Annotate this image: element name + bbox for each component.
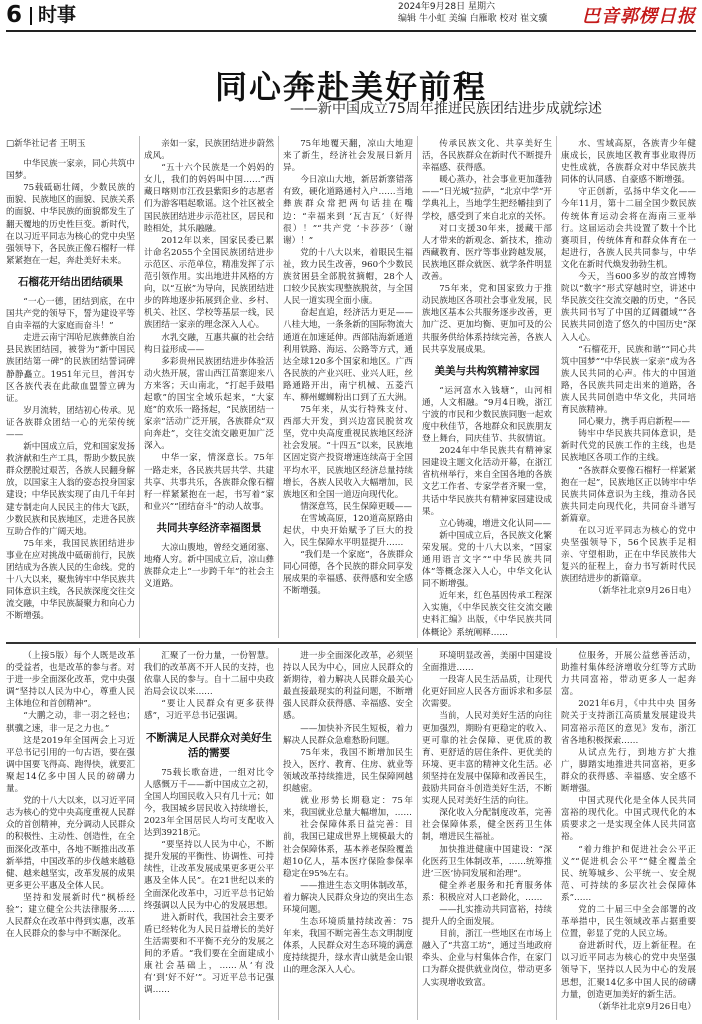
masthead-rule bbox=[6, 30, 696, 32]
page-number: 6 bbox=[6, 2, 23, 28]
paragraph: 加快推进健康中国建设：“深化医药卫生体制改革，……统筹推进‘三医’协同发展和治理”。 bbox=[422, 844, 552, 879]
source-credit: （新华社北京9月26日电） bbox=[593, 586, 696, 597]
paragraph: “要坚持以人民为中心，不断提升发展的平衡性、协调性、可持续性，让改革发展成果更多更公平惠及全体人民”。在21世纪以来的全面深化改革中，习近平总书记始终强调以人民为中心的发展思想。 bbox=[144, 840, 274, 911]
paragraph: 环境明显改善，美丽中国建设全面推进…… bbox=[422, 651, 552, 674]
paragraph: 走进云南宁洱哈尼族彝族自治县民族团结园，被誉为“新中国民族团结第一碑”的民族团结誓词碑静静矗立。1951年元旦，普洱专区各族代表在此歃血盟誓立碑为证。 bbox=[6, 333, 135, 404]
section-heading: 共同共享经济幸福图景 bbox=[156, 521, 262, 534]
column-divider bbox=[417, 648, 418, 1020]
paragraph: 铸牢中华民族共同体意识，是新时代党的民族工作的主线，也是民族地区各项工作的主线。 bbox=[561, 429, 696, 464]
paragraph: 2021年6月，《中共中央 国务院关于支持浙江高质量发展建设共同富裕示范区的意见》发布，浙江省各地积极探索…… bbox=[561, 699, 696, 746]
paragraph: “石榴花开，民族和谐”“同心共筑中国梦”“中华民族一家亲”成为各族人民共同的心声。伟大的中国道路，各民族共同走出来的道路，各族人民共同创造中华文化，共同培育民族精神。 bbox=[561, 344, 696, 416]
paragraph: 同心聚力，携手再启新程—— bbox=[578, 417, 690, 428]
paragraph: 75年来，党和国家致力于推动民族地区各项社会事业发展，民族地区基本公共服务逐步改善，更加广泛、更加均衡、更加可及的公共服务供给体系持续完善，各族人民共享发展成果。 bbox=[422, 284, 552, 355]
paragraph: 党的十八大以来，着眼民生福祉，致力民生改善，960个少数民族贫困县全部脱贫摘帽，28个人口较少民族实现整族脱贫，与全国人民一道实现全面小康。 bbox=[283, 247, 413, 307]
paragraph: 当前，人民对美好生活的向往更加强烈，期盼有更稳定的收入、更可靠的社会保障、更优质的教育、更舒适的居住条件、更优美的环境、更丰富的精神文化生活。必须坚持在发展中保障和改善民生，鼓励共同奋斗创造美好生活，不断实现人民对美好生活的向往。 bbox=[422, 711, 552, 807]
paragraph: 今天，当600多岁的故宫博物院以“数字”形式穿越时空，讲述中华民族交往交流交融的历史，“各民族共同书写了中国的辽阔疆域”“各民族共同创造了悠久的中国历史”深入人心。 bbox=[561, 272, 696, 343]
paragraph: 大凉山腹地，曾经交通闭塞、地瘠人穷。新中国成立后，凉山彝族群众走上“一步跨千年”的社会主义道路。 bbox=[144, 542, 274, 590]
paragraph: 坚持和发展新时代“枫桥经验”；建立健全公共法律服务……人民群众在改革中得到实惠，改革在人民群众的参与中不断深化。 bbox=[6, 892, 135, 940]
paragraph: 近年来，红色基因传承工程深入实施，《中华民族交往交流交融史料汇编》出版，《中华民族共同体概论》系统阐释…… bbox=[422, 591, 552, 638]
paragraph: 中华一家，情深意长。75年一路走来，各民族共居共学、共建共享、共事共乐，各族群众像石榴籽一样紧紧抱在一起，书写着“家和业兴”“团结奋斗”的动人故事。 bbox=[144, 453, 274, 512]
paragraph: 岁月流转，团结初心传承。见证各族群众团结一心的光荣传统—— bbox=[6, 405, 135, 440]
headline: 同心奔赴美好前程 bbox=[214, 68, 487, 106]
paragraph: 75年地覆天翻，凉山大地迎来了新生，经济社会发展日新月异。 bbox=[283, 139, 413, 174]
paragraph: 水、雪域高原，各族青少年健康成长，民族地区教育事业取得历史性成就，各族群众对中华民族共同体的认同感、自豪感不断增强。 bbox=[561, 139, 696, 186]
paragraph: 汇聚了一份力量，一份智慧。我们的改革离不开人民的支持，也依靠人民的参与。自十二届中央政治局会议以来…… bbox=[144, 651, 274, 698]
paragraph: 水乳交融，互惠共赢的社会结构日益形成—— bbox=[144, 332, 274, 355]
issue-date: 2024年9月28日 星期六 bbox=[398, 2, 495, 12]
byline: □新华社记者 王明玉 bbox=[6, 139, 86, 149]
paragraph: 守正创新，弘扬中华文化——今年11月，第十二届全国少数民族传统体育运动会将在海南三亚举行。这届运动会共设置了数十个比赛项目，传统体育和群众体育在一起进行，各族人民共同参与，中华文化在新时代焕发勃勃生机。 bbox=[561, 187, 696, 270]
continued-column-1 bbox=[6, 650, 135, 1020]
article-column-1 bbox=[6, 138, 135, 638]
paragraph: 党的二十届三中全会部署的改革举措中，民生领域改革占据重要位置，彰显了党的人民立场。 bbox=[561, 904, 696, 940]
paragraph: “五十六个民族是一个妈妈的女儿，我们的妈妈叫中国……”西藏日喀则市江孜县紫阳乡的志愿者们为游客唱起歌谣。这个社区被全国民族团结进步示范社区，居民和睦相处，其乐融融。 bbox=[144, 163, 274, 234]
paragraph: 目前，浙江一些地区在市场上融入了“共富工坊”，通过当地政府牵头、企业与村集体合作，在家门口为群众提供就业岗位，带动更多人实现增收致富。 bbox=[422, 929, 552, 988]
section-heading: 不断满足人民群众对美好生活的需要 bbox=[146, 731, 272, 759]
paragraph: 75年来，从实行特殊支付、西部大开发，到兴边富民脱贫攻坚，党中央高度重视民族地区经济社会发展。“十四五”以来，民族地区固定资产投资增速连续高于全国平均水平，民族地区经济总量持续增长，各族人民收入大幅增加，民族地区和全国一道迈向现代化。 bbox=[283, 405, 413, 500]
paragraph: 生态环境质量持续改善：75年来，我国不断完善生态文明制度体系，人民群众对生态环境的满意度持续提升，绿水青山就是金山银山的理念深入人心。 bbox=[283, 917, 413, 976]
paragraph: 暖心蒸办，社会事业更加蓬勃——“日光城”拉萨，“北京中学”开学典礼上，当地学生把经幡挂到了学校，感受到了来自北京的关怀。 bbox=[422, 175, 552, 222]
subheadline: ——新中国成立75周年推进民族团结进步成就综述 bbox=[290, 101, 602, 117]
paragraph: 在以习近平同志为核心的党中央坚强领导下，56个民族手足相亲、守望相助，正在中华民族伟大复兴的征程上，奋力书写新时代民族团结进步的新篇章。 bbox=[561, 526, 696, 585]
paragraph: “一心一德，团结到底，在中国共产党的领导下，誓为建设平等自由幸福的大家庭而奋斗！” bbox=[6, 296, 135, 332]
column-divider bbox=[278, 648, 279, 1020]
paragraph: 就业形势长期稳定：75年来，我国就业总量大幅增加，…… bbox=[283, 796, 413, 819]
paragraph: 2012年以来，国家民委已累计命名2055个全国民族团结进步示范区、示范单位，精准发挥了示范引领作用。实出地进井风格的方向，以“互嵌”为导向，民族团结进步的阵地逐步拓展到企业、乡村、机关、社区、学校等基层一线，民族团结一家亲的理念深入人心。 bbox=[144, 235, 274, 331]
section-rule bbox=[6, 642, 696, 644]
paragraph: 奋进新时代，迈上新征程。在以习近平同志为核心的党中央坚强领导下，坚持以人民为中心的发展思想，汇聚14亿多中国人民的磅礴力量，创造更加美好的新生活。 bbox=[561, 941, 696, 1000]
paragraph: 从试点先行，到地方扩大推广，脚踏实地推进共同富裕，更多群众的获得感、幸福感、安全感不断增强。 bbox=[561, 747, 696, 795]
paragraph: ——加快补齐民生短板，着力解决人民群众急难愁盼问题。 bbox=[283, 723, 413, 746]
paragraph: 75载长歌奋进，一组对比令人感慨万千——新中国成立之初，全国人均国民收入只有几十元；如今，我国城乡居民收入持续增长，2023年全国居民人均可支配收入达到39218元。 bbox=[144, 767, 274, 839]
paragraph: 社会保障体系日益完善：目前，我国已建成世界上规模最大的社会保障体系，基本养老保险覆盖超10亿人，基本医疗保险参保率稳定在95%左右。 bbox=[283, 820, 413, 879]
paragraph: 党的十八大以来，以习近平同志为核心的党中央高度重视人民群众的首创精神，充分调动人民群众的积极性、主动性、创造性，在全面深化改革中，各地不断推出改革新举措，中国改革的步伐越来越稳健、越来越坚实，改革发展的成果更多更公平惠及全体人民。 bbox=[6, 796, 135, 891]
section-heading: 美美与共构筑精神家园 bbox=[434, 364, 540, 377]
paragraph: 情深意笃，民生保障更暖—— bbox=[300, 501, 412, 512]
paragraph: 新中国成立后，党和国家发扬救济献和生产工具，帮助少数民族群众摆脱过艰苦，各族人民翻身解放，以国家主人翁的姿态投身国家建设；中华民族实现了由几千年封建专制走向人民民主的伟大飞跃，少数民族和民族地区，走进各民族互助合作的广阔天地。 bbox=[6, 442, 135, 537]
page-separator bbox=[30, 7, 32, 25]
paragraph: “各族群众要像石榴籽一样紧紧抱在一起”，民族地区正以铸牢中华民族共同体意识为主线，推动各民族共同走向现代化，共同奋斗谱写新篇章。 bbox=[561, 465, 696, 524]
paragraph: 今日凉山大地，新居新寨错落有致，硬化道路通村入户……当地彝族群众常把两句话挂在嘴边：“幸福来到 ‘瓦吉瓦’（好得很）！”“共产党 ‘卡莎莎’（谢谢）！” bbox=[283, 175, 413, 246]
paragraph: “要让人民群众有更多获得感”，习近平总书记强调。 bbox=[144, 699, 274, 722]
paragraph: “我们是一个家庭”，各族群众同心同德，各个民族的群众同享发展成果的幸福感、获得感和安全感不断增强。 bbox=[283, 550, 413, 597]
column-divider bbox=[278, 136, 279, 638]
paragraph: 在雪域高原，120道高原路由起伏，中央开始赋予了巨大的投入，民生保障水平明显提升…… bbox=[283, 513, 413, 549]
paragraph: 进入新时代，我国社会主要矛盾已经转化为人民日益增长的美好生活需要和不平衡不充分的发展之间的矛盾。“我们要在全面建成小康社会基础上，……从‘有没有’到‘好不好’”。习近平总书记强调…… bbox=[144, 912, 274, 996]
paragraph: 奋起直追，经济活力更足——八桂大地，一条条新的国际物流大通道在加速延伸。西部陆海新通道利用铁路、海运、公路等方式，通达全球120多个国家和地区。广西各民族的产业兴旺、业兴人旺，丝路通路开出，南宁机械、五菱汽车、柳州螺蛳粉出口到了五大洲。 bbox=[283, 308, 413, 403]
paragraph: 中华民族一家亲，同心共筑中国梦。 bbox=[6, 159, 135, 182]
paragraph: 75年来，我国不断增加民生投入，医疗、教育、住房、就业等领域改革持续推进，民生保障网越织越密。 bbox=[283, 747, 413, 795]
article-column-5 bbox=[561, 138, 696, 638]
continued-column-4 bbox=[422, 650, 552, 1020]
article-column-2 bbox=[144, 138, 274, 638]
continued-column-5 bbox=[561, 650, 696, 1020]
paragraph: 健全养老服务和托育服务体系：积极应对人口老龄化，…… bbox=[422, 880, 552, 903]
continued-column-2 bbox=[144, 650, 274, 1020]
paragraph: ——扎实推动共同富裕，持续提升人的全面发展。 bbox=[422, 904, 552, 928]
paragraph: 传承民族文化、共享美好生活，各民族群众在新时代不断提升幸福感、获得感。 bbox=[422, 139, 552, 174]
column-divider bbox=[139, 648, 140, 1020]
paragraph: 一段寄人民生活品质，让现代化更好回应人民各方面诉求和多层次需要。 bbox=[422, 675, 552, 710]
paragraph: 多彩贵州民族团结进步体验活动火热开展，雷山西江苗寨迎来八方来客；天山南北，“打起手鼓唱起歌”的国宝全域乐起来，“大家庭”的欢乐一路扬起，“民族团结一家亲”活动广泛开展，各族群众“双向奔赴”，交往交流交融更加广泛深入。 bbox=[144, 356, 274, 452]
masthead bbox=[0, 0, 702, 30]
source-credit: （新华社北京9月26日电） bbox=[593, 1001, 696, 1012]
paragraph: 深化收入分配制度改革，完善社会保障体系，健全医药卫生体制，增进民生福祉。 bbox=[422, 808, 552, 843]
newspaper-logo: 巴音郭楞日报 bbox=[582, 6, 696, 27]
paragraph: 2024年中华民族共有精神家园建设主题文化活动开幕，在浙江省杭州举行，来自全国各地的各族文艺工作者、专家学者齐聚一堂，共话中华民族共有精神家园建设成果。 bbox=[422, 446, 552, 517]
paragraph: 位服务，开展公益慈善活动，助推村集体经济增收分红等方式助力共同富裕，带动更多人一起奔富。 bbox=[561, 651, 696, 698]
paragraph: 75年来，我国民族团结进步事业在应对挑战中砥砺前行，民族团结成为各族人民的生命线。党的十八大以来，聚焦铸牢中华民族共同体意识主线，各民族深度交往交流交融，中华民族凝聚力和向心力不断增强。 bbox=[6, 538, 135, 622]
paragraph: “着力维护和促进社会公平正义”“促进机会公平”“健全覆盖全民、统筹城乡、公平统一、安全规范、可持续的多层次社会保障体系”…… bbox=[561, 844, 696, 903]
paragraph: 75载砥砺壮阔，少数民族的面貌、民族地区的面貌、民族关系的面貌、中华民族的面貌都发生了翻天覆地的历史性巨变。新时代，在以习近平同志为核心的党中央坚强领导下，各民族正像石榴籽一样紧紧抱在一起，奔赴美好未来。 bbox=[6, 183, 135, 266]
article-column-3 bbox=[283, 138, 413, 638]
paragraph: 这是2019年全国两会上习近平总书记引用的一句古语，要在强调中国要飞得高、跑得快，就要汇聚起14亿多中国人民的磅礴力量。 bbox=[6, 735, 135, 795]
article-column-4 bbox=[422, 138, 552, 638]
paragraph: 亲如一家，民族团结进步蔚然成风。 bbox=[144, 139, 274, 162]
column-divider bbox=[417, 136, 418, 638]
paragraph: “大鹏之动，非一羽之轻也；骐骥之速，非一足之力也。” bbox=[6, 711, 135, 734]
paragraph: 立心铸魂，增进文化认同—— bbox=[439, 518, 551, 529]
editor-credits: 编辑 牛小虹 美编 白雁歌 校对 崔文骥 bbox=[398, 14, 548, 24]
paragraph: 对口支援30年来，援藏干部人才带来的新观念、新技术，推动西藏教育、医疗等事业跨越发展，民族地区群众就医、就学条件明显改善。 bbox=[422, 223, 552, 283]
paragraph: 新中国成立后，各民族文化繁荣发展。党的十八大以来，“国家通用语言文字”“中华民族共同体”等概念深入人心，中华文化认同不断增强。 bbox=[422, 530, 552, 590]
paragraph: （上接5版）每个人既是改革的受益者，也是改革的参与者。对于进一步全面深化改革，党中央强调“坚持以人民为中心，尊重人民主体地位和首创精神”。 bbox=[6, 651, 135, 710]
paragraph: “运河富水入钱塘”，山河相通，人文相融。“9月4日晚，浙江宁波的市民和少数民族同胞一起欢度中秋佳节，各地群众和民族朋友登上舞台，同庆佳节、共叙情谊。 bbox=[422, 385, 552, 445]
section-heading: 石榴花开结出团结硕果 bbox=[18, 275, 123, 288]
column-divider bbox=[139, 136, 140, 638]
paragraph: ——推进生态文明体制改革，着力解决人民群众身边的突出生态环境问题。 bbox=[283, 880, 413, 915]
section-name: 时事 bbox=[38, 4, 77, 26]
column-divider bbox=[556, 136, 557, 638]
column-divider bbox=[556, 648, 557, 1020]
continued-column-3 bbox=[283, 650, 413, 1020]
paragraph: 中国式现代化是全体人民共同富裕的现代化。中国式现代化的本质要求之一是实现全体人民共同富裕。 bbox=[561, 796, 696, 843]
paragraph: 进一步全面深化改革，必须坚持以人民为中心，回应人民群众的新期待，着力解决人民群众最关心最直接最现实的利益问题，不断增强人民群众获得感、幸福感、安全感。 bbox=[283, 651, 413, 722]
